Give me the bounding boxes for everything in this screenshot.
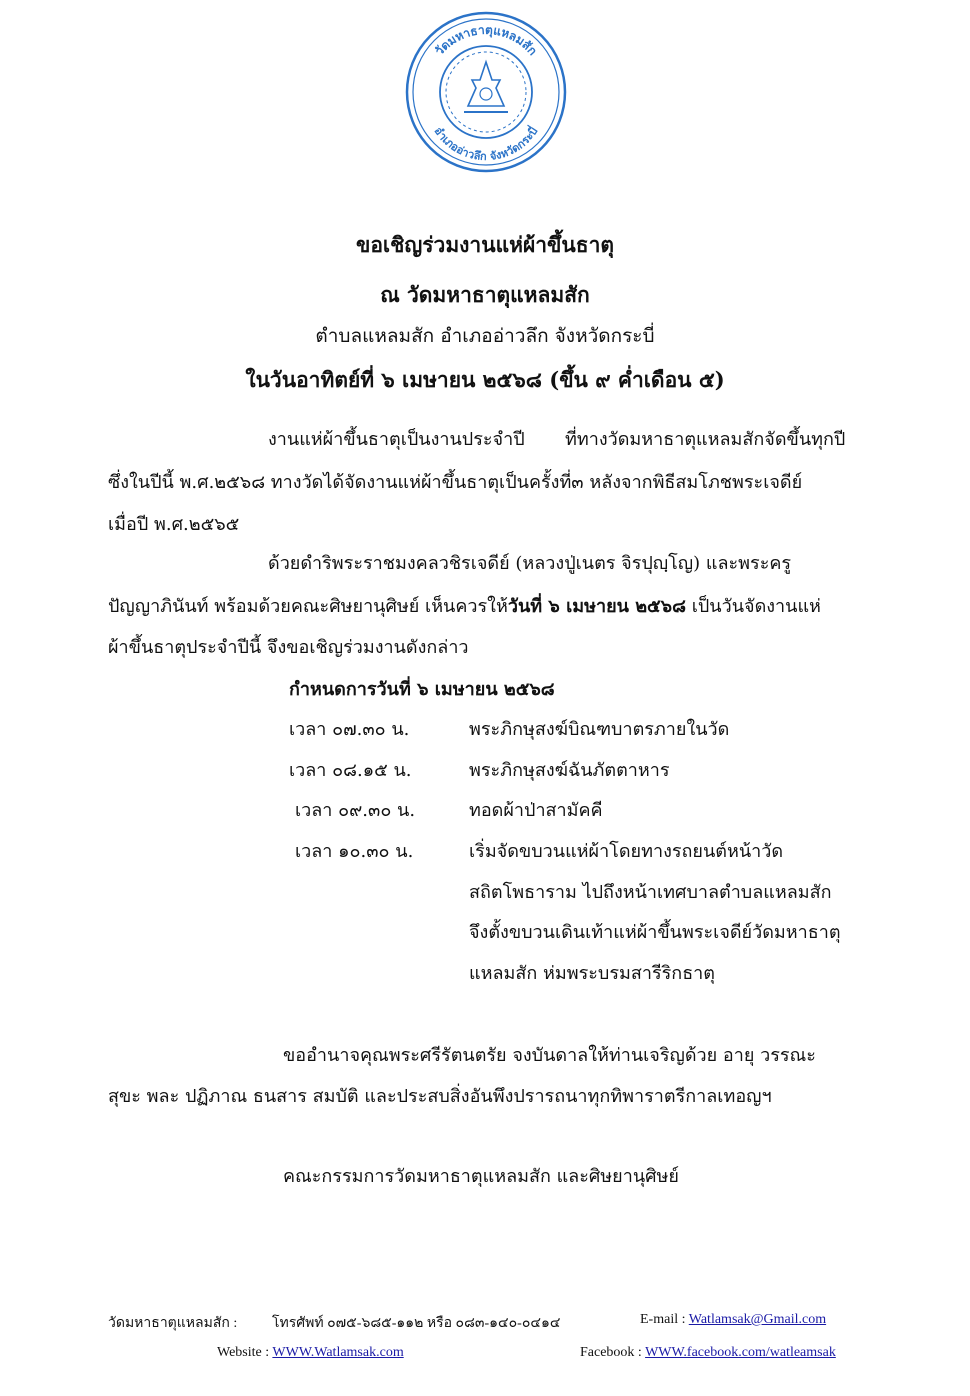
blessing-line-2: สุขะ พละ ปฏิภาณ ธนสาร สมบัติ และประสบสิ่งอันพึงปรารถนาทุกทิพาราตรีกาลเทอญฯ [108,1086,772,1107]
schedule-time: เวลา ๐๘.๑๕ น. [289,760,412,781]
temple-address: ตำบลแหลมสัก อำเภออ่าวลึก จังหวัดกระบี่ [315,325,655,347]
invitation-title: ขอเชิญร่วมงานแห่ผ้าขึ้นธาตุ [355,232,615,257]
facebook-label: Facebook : [580,1345,642,1360]
highlight-date: วันที่ ๖ เมษายน ๒๕๖๘ [507,596,686,617]
temple-seal [404,10,568,174]
footer-phone: โทรศัพท์ ๐๗๕-๖๘๕-๑๑๒ หรือ ๐๘๓-๑๔๐-๐๔๑๔ [272,1316,561,1331]
paragraph-1-line-1b: ที่ทางวัดมหาธาตุแหลมสักจัดขึ้นทุกปี [565,429,846,450]
schedule-desc-continued: สถิตโพธาราม ไปถึงหน้าเทศบาลตำบลแหลมสัก [469,882,832,903]
svg-text:วัดมหาธาตุแหลมสัก: วัดมหาธาตุแหลมสัก [432,22,540,59]
paragraph-2-line-2-a: ปัญญาภินันท์ พร้อมด้วยคณะศิษยานุศิษย์ เห็นควรให้ [108,596,508,617]
schedule-time: เวลา ๑๐.๓๐ น. [295,841,414,862]
paragraph-1-line-1a: งานแห่ผ้าขึ้นธาตุเป็นงานประจำปี [268,429,525,450]
paragraph-1-line-3: เมื่อปี พ.ศ.๒๕๖๕ [108,514,240,535]
paragraph-2-line-3: ผ้าขึ้นธาตุประจำปีนี้ จึงขอเชิญร่วมงานดังกล่าว [108,637,469,658]
schedule-desc: พระภิกษุสงฆ์ฉันภัตตาหาร [469,760,670,781]
schedule-desc: ทอดผ้าป่าสามัคคี [469,800,603,821]
paragraph-2-line-2-b: เป็นวันจัดงานแห่ [686,596,821,617]
signature: คณะกรรมการวัดมหาธาตุแหลมสัก และศิษยานุศิษย์ [283,1166,679,1187]
email-label: E-mail : [640,1312,686,1327]
paragraph-2-line-2 [108,591,821,620]
email-link[interactable]: Watlamsak@Gmail.com [688,1312,827,1327]
website-label: Website : [217,1345,270,1360]
facebook-link[interactable]: WWW.facebook.com/watleamsak [645,1345,836,1360]
website-link[interactable]: WWW.Watlamsak.com [272,1345,404,1360]
blessing-line-1: ขออำนาจคุณพระศรีรัตนตรัย จงบันดาลให้ท่านเจริญด้วย อายุ วรรณะ [283,1045,816,1066]
schedule-desc-continued: จึงตั้งขบวนเดินเท้าแห่ผ้าขึ้นพระเจดีย์วัดมหาธาตุ [469,922,841,943]
schedule-time: เวลา ๐๙.๓๐ น. [295,800,416,821]
schedule-desc: พระภิกษุสงฆ์บิณฑบาตรภายในวัด [469,719,730,740]
schedule-time: เวลา ๐๗.๓๐ น. [289,719,410,740]
footer-org: วัดมหาธาตุแหลมสัก : [108,1316,238,1331]
footer-email [640,1312,826,1328]
schedule-heading: กำหนดการวันที่ ๖ เมษายน ๒๕๖๘ [289,679,555,700]
svg-text:อำเภออ่าวลึก จังหวัดกระบี่: อำเภออ่าวลึก จังหวัดกระบี่ [431,124,541,164]
schedule-desc-continued: แหลมสัก ห่มพระบรมสารีริกธาตุ [469,963,715,984]
temple-name: ณ วัดมหาธาตุแหลมสัก [380,282,590,307]
event-date: ในวันอาทิตย์ที่ ๖ เมษายน ๒๕๖๘ (ขึ้น ๙ ค่ำเดือน ๕) [245,367,725,392]
footer-website [217,1345,404,1361]
paragraph-1-line-2: ซึ่งในปีนี้ พ.ศ.๒๕๖๘ ทางวัดได้จัดงานแห่ผ้าขึ้นธาตุเป็นครั้งที่๓ หลังจากพิธีสมโภชพระเจดีย์ [108,472,803,493]
paragraph-2-line-1: ด้วยดำริพระราชมงคลวชิรเจดีย์ (หลวงปู่เนตร จิรปุญฺโญ) และพระครู [268,553,792,574]
footer-facebook [580,1345,836,1361]
schedule-desc: เริ่มจัดขบวนแห่ผ้าโดยทางรถยนต์หน้าวัด [469,841,784,862]
